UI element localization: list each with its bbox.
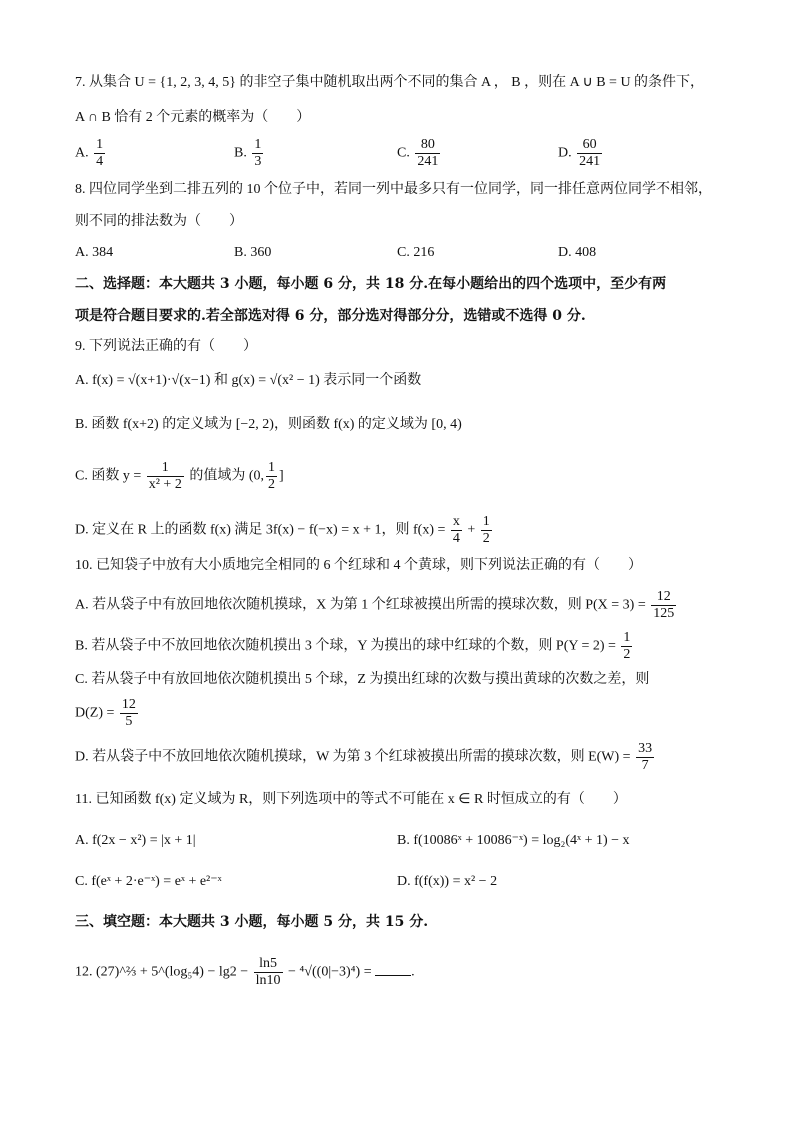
q7-line1: 7. 从集合 U = {1, 2, 3, 4, 5} 的非空子集中随机取出两个不同的集合 A ， B ，则在 A ∪ B = U 的条件下， (75, 75, 705, 90)
q8-option-b: B. 360 (234, 245, 272, 260)
q8-line2: 则不同的排法数为（ ） (75, 214, 243, 229)
q9-c-fraction: $\frac{1}{\text{x² + 2}}$ (148, 460, 182, 492)
q9-option-c: C. 函数 y = $\frac{1}{\text{x² + 2}}$ 的值域为 (0, $\frac{1}{2}$ ] (75, 460, 284, 492)
q8-option-d: D. 408 (558, 245, 597, 260)
q9-option-a: A. f(x) = √(x+1)·√(x−1) 和 g(x) = √(x² − 1) 表示同一个函数 (75, 373, 422, 388)
q7-option-b-fraction: $\frac{1}{3}$ (254, 137, 262, 169)
q9-option-d: D. 定义在 R 上的函数 f(x) 满足 3f(x) − f(−x) = x + 1，则 f(x) = $\frac{x}{4}$ + $\frac{1}{2}$ (75, 514, 490, 546)
q7-option-b: B. $\frac{1}{3}$ (234, 137, 262, 169)
q9-stem: 9. 下列说法正确的有（ ） (75, 339, 257, 354)
q7-option-c-fraction: $\frac{80}{241}$ (417, 137, 439, 169)
q8-option-c: C. 216 (397, 245, 435, 260)
q11-option-b: B. f(10086ˣ + 10086⁻ˣ) = log₂(4ˣ + 1) − x (397, 833, 630, 848)
section2-heading-line2: 项是符合题目要求的.若全部选对得 6 分，部分选对得部分分，选错或不选得 0 分. (75, 308, 586, 324)
section3-heading: 三、填空题：本大题共 3 小题，每小题 5 分，共 15 分. (75, 914, 429, 930)
q10-option-d: D. 若从袋子中不放回地依次随机摸球，W 为第 3 个红球被摸出所需的摸球次数，则 E(W) = $\frac{33}{7}$ (75, 741, 653, 773)
q8-option-a: A. 384 (75, 245, 114, 260)
q9-d-fraction-2: $\frac{1}{2}$ (482, 514, 490, 546)
q8-line1: 8. 四位同学坐到二排五列的 10 个位子中，若同一列中最多只有一位同学，同一排任意两位同学不相邻， (75, 182, 712, 197)
q10-d-fraction: $\frac{33}{7}$ (638, 741, 653, 773)
q10-stem: 10. 已知袋子中放有大小质地完全相同的 6 个红球和 4 个黄球，则下列说法正确的有（ ） (75, 558, 642, 573)
q10-option-b: B. 若从袋子中不放回地依次随机摸出 3 个球，Y 为摸出的球中红球的个数，则 P(Y = 2) = $\frac{1}{2}$ (75, 630, 631, 662)
q11-option-a: A. f(2x − x²) = |x + 1| (75, 833, 196, 848)
q9-option-b: B. 函数 f(x+2) 的定义域为 [−2, 2)，则函数 f(x) 的定义域为 [0, 4) (75, 417, 462, 432)
q11-option-d: D. f(f(x)) = x² − 2 (397, 874, 498, 889)
q10-option-c-line2: D(Z) = $\frac{12}{5}$ (75, 697, 136, 729)
q12-expression: 12. (27)^⅔ + 5^(log₅4) − lg2 − $\frac{\ln 5}{\ln 10}$ − ⁴√((0|−3)⁴) = . (75, 956, 415, 988)
q10-b-fraction: $\frac{1}{2}$ (623, 630, 631, 662)
q12-answer-blank[interactable] (375, 963, 411, 976)
q7-option-a-fraction: $\frac{1}{4}$ (96, 137, 104, 169)
q7-option-c: C. $\frac{80}{241}$ (397, 137, 439, 169)
q12-fraction: $\frac{\ln 5}{\ln 10}$ (255, 956, 281, 988)
q11-stem: 11. 已知函数 f(x) 定义域为 R，则下列选项中的等式不可能在 x ∈ R 时恒成立的有（ ） (75, 792, 627, 807)
q10-a-fraction: $\frac{12}{125}$ (653, 589, 675, 621)
q10-option-a: A. 若从袋子中有放回地依次随机摸球，X 为第 1 个红球被摸出所需的摸球次数，则 P(X = 3) = $\frac{12}{125}$ (75, 589, 675, 621)
q7-option-d-fraction: $\frac{60}{241}$ (579, 137, 601, 169)
q7-option-d: D. $\frac{60}{241}$ (558, 137, 601, 169)
q11-option-c: C. f(eˣ + 2·e⁻ˣ) = eˣ + e²⁻ˣ (75, 874, 222, 889)
q10-c-fraction: $\frac{12}{5}$ (121, 697, 136, 729)
q9-c-range-fraction: $\frac{1}{2}$ (268, 460, 275, 492)
q9-d-fraction-1: $\frac{x}{4}$ (452, 514, 460, 546)
q7-option-a: A. $\frac{1}{4}$ (75, 137, 104, 169)
q7-line2: A ∩ B 恰有 2 个元素的概率为（ ） (75, 110, 311, 125)
q10-option-c-line1: C. 若从袋子中有放回地依次随机摸出 5 个球，Z 为摸出红球的次数与摸出黄球的次数之差，则 (75, 672, 650, 687)
section2-heading-line1: 二、选择题：本大题共 3 小题，每小题 6 分，共 18 分.在每小题给出的四个选项中，至少有两 (75, 276, 667, 292)
